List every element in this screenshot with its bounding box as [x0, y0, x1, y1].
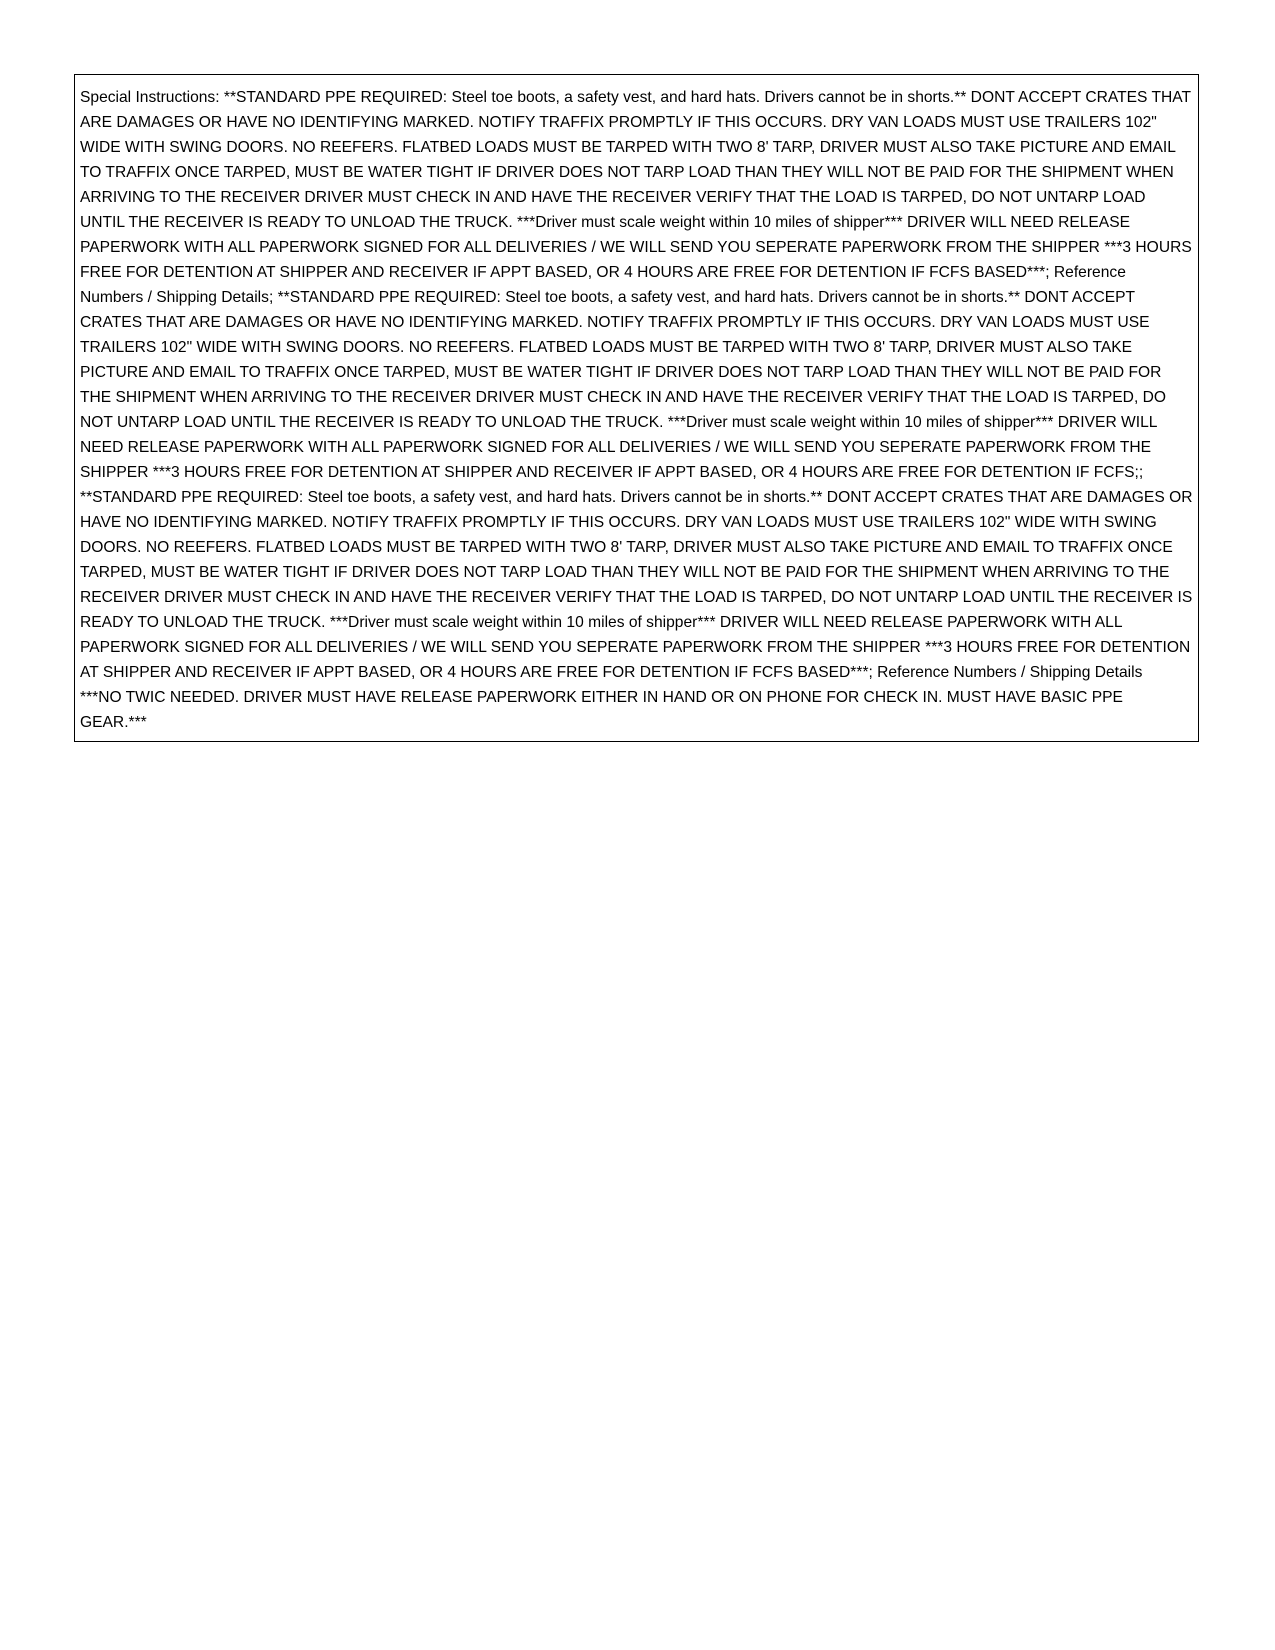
special-instructions-box: [74, 74, 1199, 742]
special-instructions-text: Special Instructions: **STANDARD PPE REQUIRED: Steel toe boots, a safety vest, and hard hats. Drivers cannot be in shorts.** DONT ACCEPT CRATES THAT ARE DAMAGES OR HAVE NO IDENTIFYING MARKED. NOTIFY TRAFFIX PROMPTLY IF THIS OCCURS. DRY VAN LOADS MUST USE TRAILERS 102" WIDE WITH SWING DOORS. NO REEFERS. FLATBED LOADS MUST BE TARPED WITH TWO 8' TARP, DRIVER MUST ALSO TAKE PICTURE AND EMAIL TO TRAFFIX ONCE TARPED, MUST BE WATER TIGHT IF DRIVER DOES NOT TARP LOAD THAN THEY WILL NOT BE PAID FOR THE SHIPMENT WHEN ARRIVING TO THE RECEIVER DRIVER MUST CHECK IN AND HAVE THE RECEIVER VERIFY THAT THE LOAD IS TARPED, DO NOT UNTARP LOAD UNTIL THE RECEIVER IS READY TO UNLOAD THE TRUCK. ***Driver must scale weight within 10 miles of shipper*** DRIVER WILL NEED RELEASE PAPERWORK WITH ALL PAPERWORK SIGNED FOR ALL DELIVERIES / WE WILL SEND YOU SEPERATE PAPERWORK FROM THE SHIPPER ***3 HOURS FREE FOR DETENTION AT SHIPPER AND RECEIVER IF APPT BASED, OR 4 HOURS ARE FREE FOR DETENTION IF FCFS BASED***; Reference Numbers / Shipping Details; **STANDARD PPE REQUIRED: Steel toe boots, a safety vest, and hard hats. Drivers cannot be in shorts.** DONT ACCEPT CRATES THAT ARE DAMAGES OR HAVE NO IDENTIFYING MARKED. NOTIFY TRAFFIX PROMPTLY IF THIS OCCURS. DRY VAN LOADS MUST USE TRAILERS 102" WIDE WITH SWING DOORS. NO REEFERS. FLATBED LOADS MUST BE TARPED WITH TWO 8' TARP, DRIVER MUST ALSO TAKE PICTURE AND EMAIL TO TRAFFIX ONCE TARPED, MUST BE WATER TIGHT IF DRIVER DOES NOT TARP LOAD THAN THEY WILL NOT BE PAID FOR THE SHIPMENT WHEN ARRIVING TO THE RECEIVER DRIVER MUST CHECK IN AND HAVE THE RECEIVER VERIFY THAT THE LOAD IS TARPED, DO NOT UNTARP LOAD UNTIL THE RECEIVER IS READY TO UNLOAD THE TRUCK. ***Driver must scale weight within 10 miles of shipper*** DRIVER WILL NEED RELEASE PAPERWORK WITH ALL PAPERWORK SIGNED FOR ALL DELIVERIES / WE WILL SEND YOU SEPERATE PAPERWORK FROM THE SHIPPER ***3 HOURS FREE FOR DETENTION AT SHIPPER AND RECEIVER IF APPT BASED, OR 4 HOURS ARE FREE FOR DETENTION IF FCFS;; **STANDARD PPE REQUIRED: Steel toe boots, a safety vest, and hard hats. Drivers cannot be in shorts.** DONT ACCEPT CRATES THAT ARE DAMAGES OR HAVE NO IDENTIFYING MARKED. NOTIFY TRAFFIX PROMPTLY IF THIS OCCURS. DRY VAN LOADS MUST USE TRAILERS 102" WIDE WITH SWING DOORS. NO REEFERS. FLATBED LOADS MUST BE TARPED WITH TWO 8' TARP, DRIVER MUST ALSO TAKE PICTURE AND EMAIL TO TRAFFIX ONCE TARPED, MUST BE WATER TIGHT IF DRIVER DOES NOT TARP LOAD THAN THEY WILL NOT BE PAID FOR THE SHIPMENT WHEN ARRIVING TO THE RECEIVER DRIVER MUST CHECK IN AND HAVE THE RECEIVER VERIFY THAT THE LOAD IS TARPED, DO NOT UNTARP LOAD UNTIL THE RECEIVER IS READY TO UNLOAD THE TRUCK. ***Driver must scale weight within 10 miles of shipper*** DRIVER WILL NEED RELEASE PAPERWORK WITH ALL PAPERWORK SIGNED FOR ALL DELIVERIES / WE WILL SEND YOU SEPERATE PAPERWORK FROM THE SHIPPER ***3 HOURS FREE FOR DETENTION AT SHIPPER AND RECEIVER IF APPT BASED, OR 4 HOURS ARE FREE FOR DETENTION IF FCFS BASED***; Reference Numbers / Shipping Details: [80, 89, 1193, 681]
twic-note-text: ***NO TWIC NEEDED. DRIVER MUST HAVE RELEASE PAPERWORK EITHER IN HAND OR ON PHONE FOR CHECK IN. MUST HAVE BASIC PPE GEAR.***: [80, 689, 1123, 731]
